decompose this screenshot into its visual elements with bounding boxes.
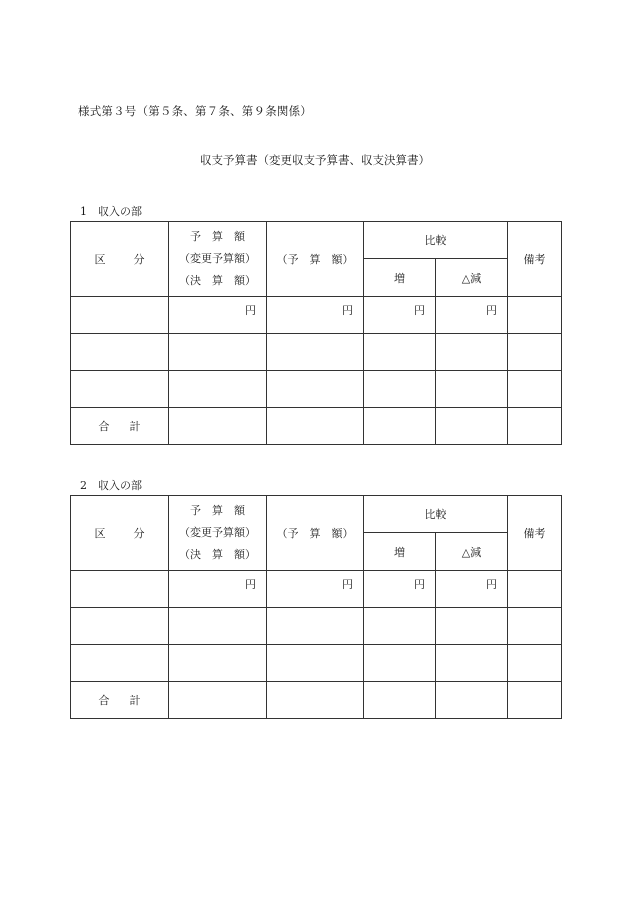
table-cell[interactable] xyxy=(508,408,562,445)
table-cell[interactable] xyxy=(267,334,364,371)
table-cell[interactable] xyxy=(508,682,562,719)
table-row xyxy=(71,645,562,682)
table-cell[interactable] xyxy=(508,645,562,682)
table-cell[interactable] xyxy=(508,608,562,645)
total-row xyxy=(71,408,562,445)
table-cell[interactable] xyxy=(169,408,267,445)
table-cell[interactable] xyxy=(267,408,364,445)
header-increase: 増 xyxy=(364,533,436,571)
budget-table-2 xyxy=(70,495,562,719)
table-cell[interactable] xyxy=(71,571,169,608)
budget-table-1 xyxy=(70,221,562,445)
header-decrease: △減 xyxy=(436,259,508,297)
unit-label: 円 xyxy=(436,571,508,608)
total-label: 合 計 xyxy=(71,682,169,719)
table-row xyxy=(71,297,562,334)
table-cell[interactable] xyxy=(364,408,436,445)
table-cell[interactable] xyxy=(364,371,436,408)
table-cell[interactable] xyxy=(71,334,169,371)
header-budget: 予 算 額 （変更予算額） （決 算 額） xyxy=(169,496,267,571)
table-row xyxy=(71,371,562,408)
unit-label: 円 xyxy=(169,571,267,608)
total-row xyxy=(71,682,562,719)
unit-label: 円 xyxy=(364,571,436,608)
header-remarks: 備考 xyxy=(508,222,562,297)
table-cell[interactable] xyxy=(267,682,364,719)
header-decrease: △減 xyxy=(436,533,508,571)
table-cell[interactable] xyxy=(71,645,169,682)
header-prior-budget: （予 算 額） xyxy=(267,496,364,571)
table-cell[interactable] xyxy=(364,645,436,682)
table-cell[interactable] xyxy=(71,608,169,645)
unit-label: 円 xyxy=(267,571,364,608)
table-cell[interactable] xyxy=(436,608,508,645)
table-cell[interactable] xyxy=(436,645,508,682)
table-cell[interactable] xyxy=(364,608,436,645)
table-cell[interactable] xyxy=(436,408,508,445)
section-heading-1: 1 収入の部 xyxy=(80,205,142,218)
unit-label: 円 xyxy=(169,297,267,334)
table-cell[interactable] xyxy=(364,682,436,719)
header-remarks: 備考 xyxy=(508,496,562,571)
table-row xyxy=(71,334,562,371)
table-row xyxy=(71,608,562,645)
table-cell[interactable] xyxy=(169,334,267,371)
header-category: 区 分 xyxy=(71,496,169,571)
table-cell[interactable] xyxy=(267,608,364,645)
table-cell[interactable] xyxy=(267,371,364,408)
table-cell[interactable] xyxy=(169,682,267,719)
table-cell[interactable] xyxy=(436,334,508,371)
header-prior-budget: （予 算 額） xyxy=(267,222,364,297)
unit-label: 円 xyxy=(267,297,364,334)
table-cell[interactable] xyxy=(436,682,508,719)
table-cell[interactable] xyxy=(267,645,364,682)
table-cell[interactable] xyxy=(364,334,436,371)
total-label: 合 計 xyxy=(71,408,169,445)
table-cell[interactable] xyxy=(508,571,562,608)
table-cell[interactable] xyxy=(169,371,267,408)
table-cell[interactable] xyxy=(436,371,508,408)
table-cell[interactable] xyxy=(508,297,562,334)
table-cell[interactable] xyxy=(169,645,267,682)
document-title: 収支予算書（変更収支予算書、収支決算書） xyxy=(200,153,430,167)
table-cell[interactable] xyxy=(508,334,562,371)
unit-label: 円 xyxy=(436,297,508,334)
header-comparison: 比較 xyxy=(364,222,508,259)
table-row xyxy=(71,571,562,608)
header-category: 区 分 xyxy=(71,222,169,297)
header-comparison: 比較 xyxy=(364,496,508,533)
header-budget: 予 算 額 （変更予算額） （決 算 額） xyxy=(169,222,267,297)
table-cell[interactable] xyxy=(508,371,562,408)
table-cell[interactable] xyxy=(169,608,267,645)
section-heading-2: 2 収入の部 xyxy=(80,479,142,492)
header-increase: 増 xyxy=(364,259,436,297)
form-number: 様式第３号（第５条、第７条、第９条関係） xyxy=(78,104,312,118)
table-cell[interactable] xyxy=(71,297,169,334)
table-cell[interactable] xyxy=(71,371,169,408)
unit-label: 円 xyxy=(364,297,436,334)
